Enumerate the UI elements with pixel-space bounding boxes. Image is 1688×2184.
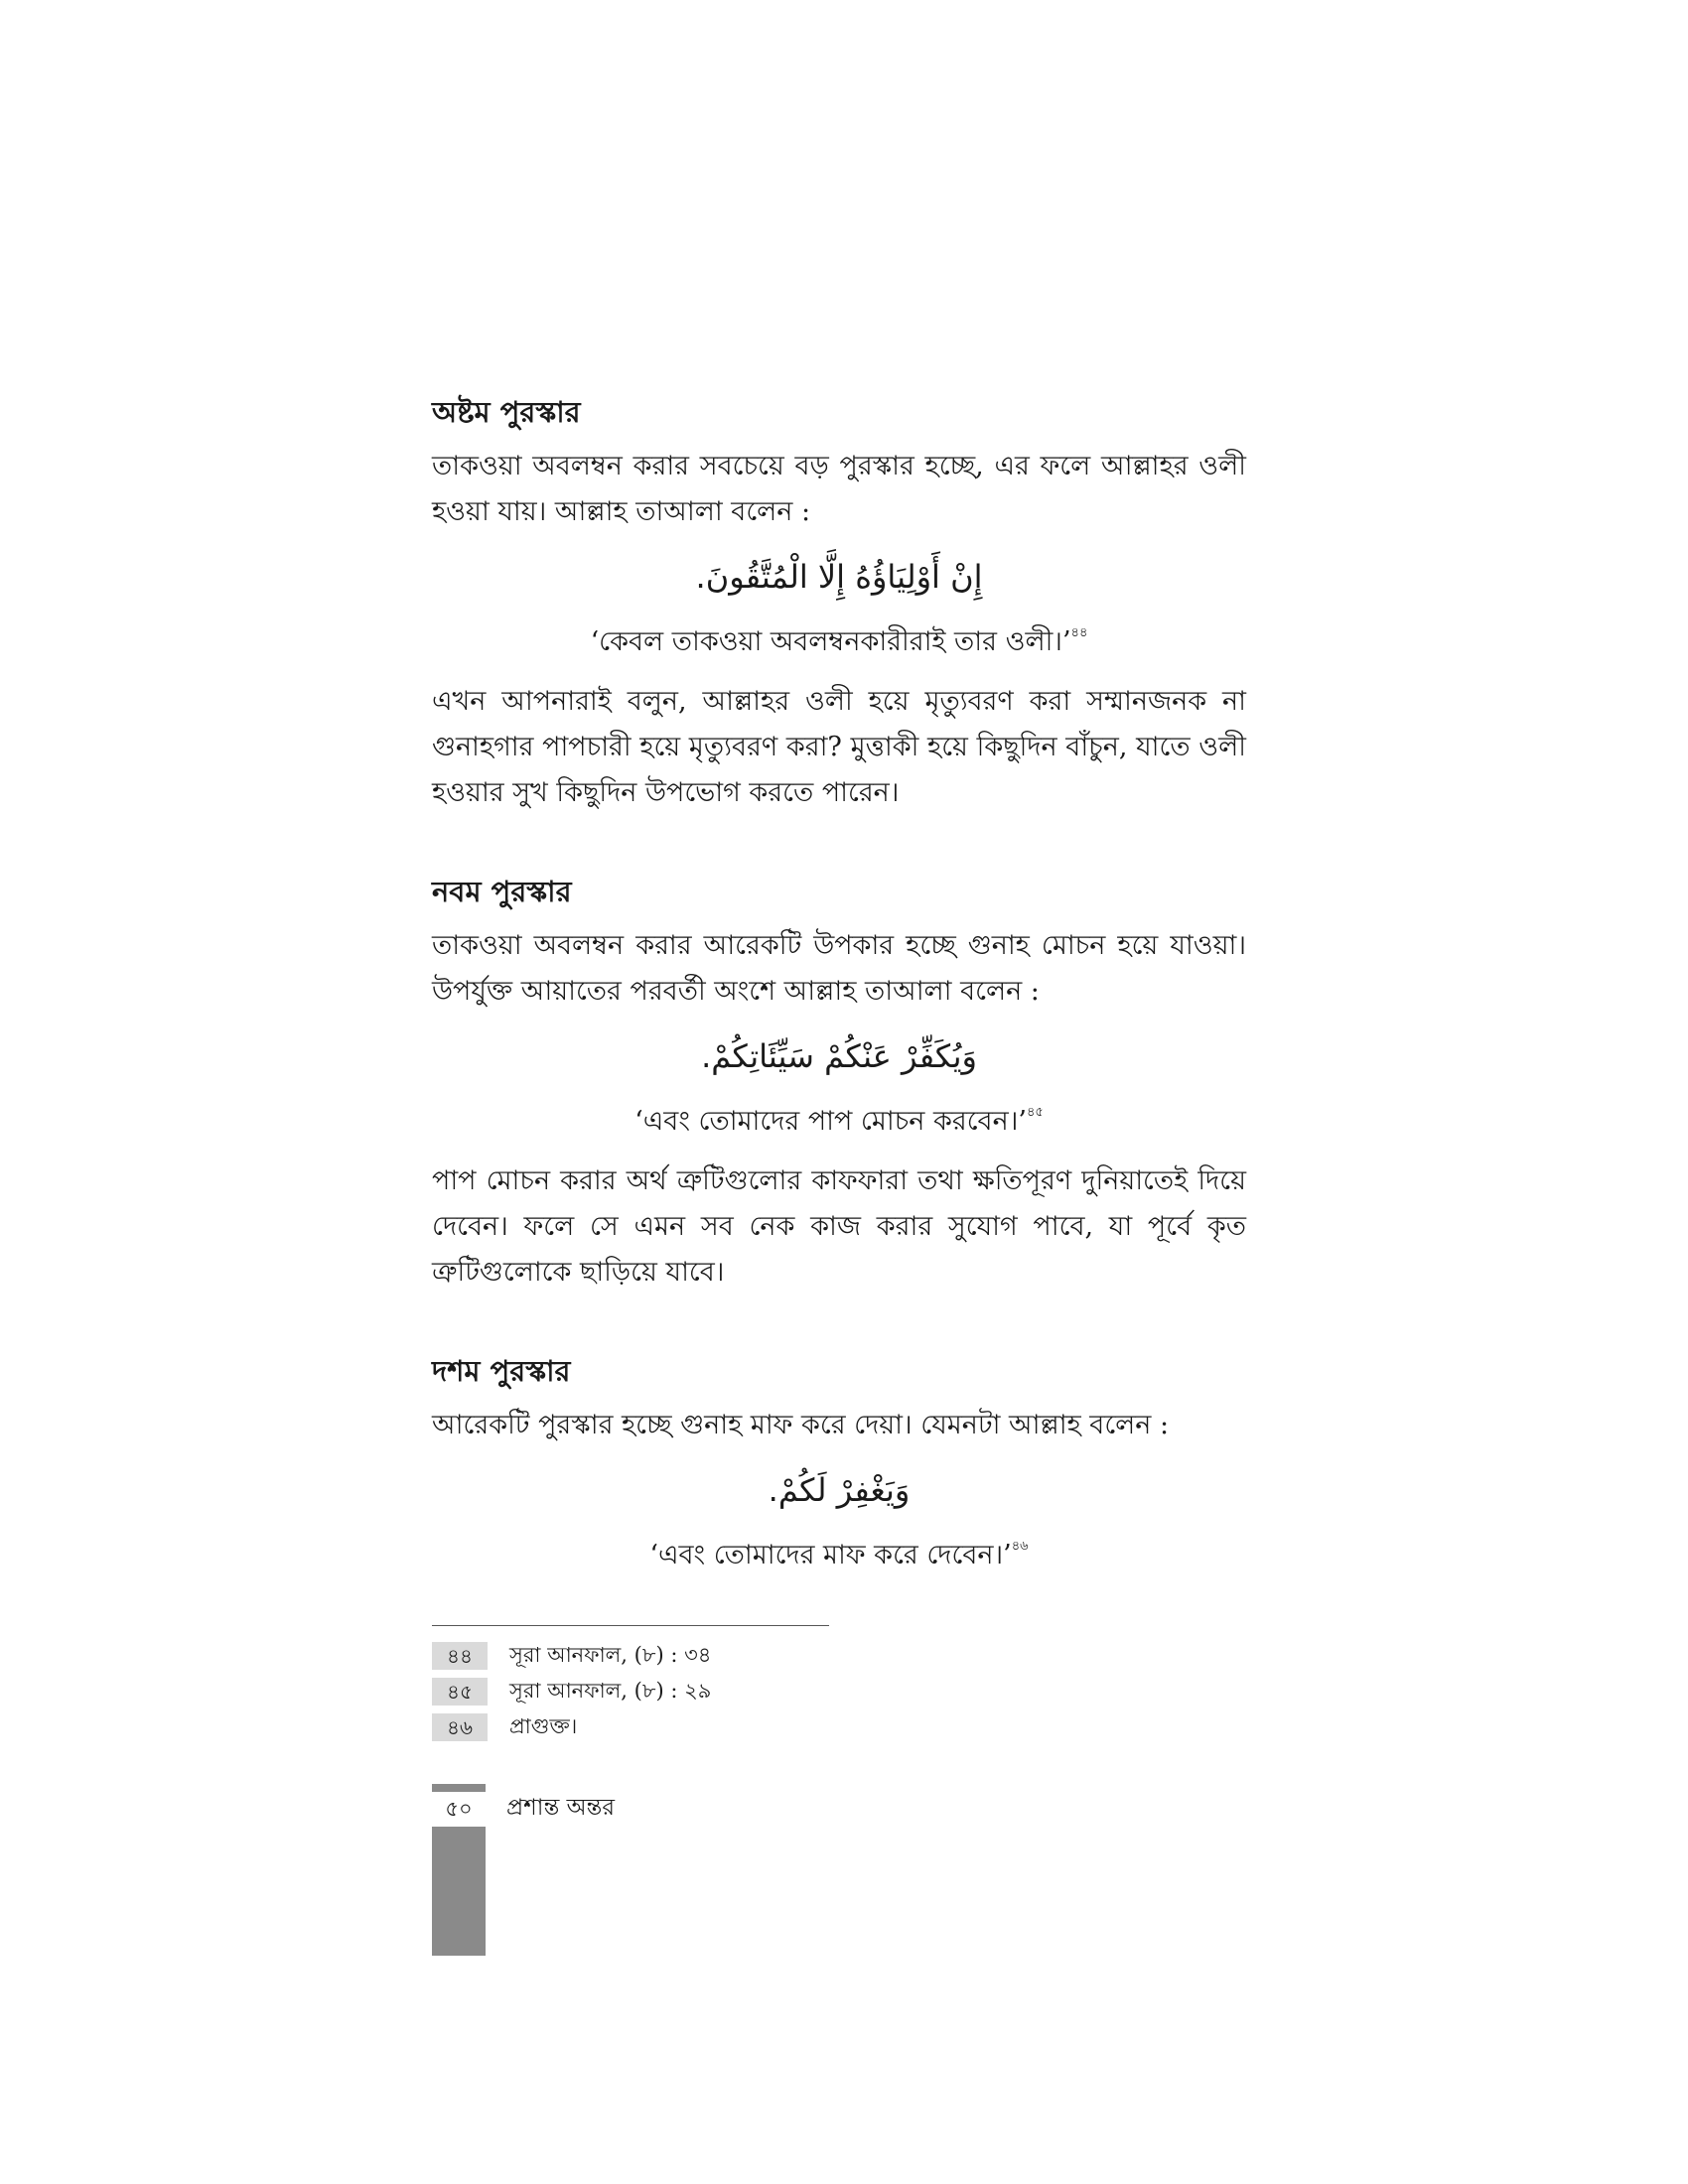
arabic-verse: وَيَغْفِرْ لَكُمْ.: [768, 1471, 911, 1509]
footnote-number: ৪৪: [432, 1642, 488, 1670]
section-closing: এখন আপনারাই বলুন, আল্লাহর ওলী হয়ে মৃত্যুবরণ করা সম্মানজনক না গুনাহগার পাপচারী হয়ে মৃত্যুবরণ করা? মুত্তাকী হয়ে কিছুদিন বাঁচুন, যাতে ওলী হওয়ার সুখ কিছুদিন উপভোগ করতে পারেন।: [432, 686, 1246, 808]
footnote-text: প্রাগুক্ত।: [509, 1713, 578, 1738]
page-number: ৫০: [445, 1797, 473, 1821]
section-heading: অষ্টম পুরস্কার: [432, 395, 581, 429]
section-closing: পাপ মোচন করার অর্থ ত্রুটিগুলোর কাফফারা তথা ক্ষতিপূরণ দুনিয়াতেই দিয়ে দেবেন। ফলে সে এমন সব নেক কাজ করার সুযোগ পাবে, যা পূর্বে কৃত ত্রুটিগুলোকে ছাড়িয়ে যাবে।: [432, 1165, 1246, 1288]
translation-text: ‘এবং তোমাদের মাফ করে দেবেন।’: [649, 1540, 1012, 1570]
section-eighth-reward: [432, 392, 1246, 816]
footnote-ref[interactable]: ৪৬: [1011, 1539, 1029, 1554]
section-heading: দশম পুরস্কার: [432, 1354, 571, 1388]
verse-translation: [432, 616, 1246, 663]
folio-marker-bar: [432, 1784, 486, 1792]
section-intro: আরেকটি পুরস্কার হচ্ছে গুনাহ মাফ করে দেয়া। যেমনটা আল্লাহ বলেন :: [432, 1410, 1170, 1440]
footnote-text: সূরা আনফাল, (৮) : ২৯: [509, 1678, 712, 1703]
verse-translation: [432, 1530, 1246, 1576]
footnote-ref[interactable]: ৪৫: [1026, 1105, 1044, 1120]
footnote-number: ৪৬: [432, 1713, 488, 1741]
section-intro: তাকওয়া অবলম্বন করার আরেকটি উপকার হচ্ছে গুনাহ মোচন হয়ে যাওয়া। উপর্যুক্ত আয়াতের পরবর্তী অংশে আল্লাহ তাআলা বলেন :: [432, 930, 1246, 1007]
section-ninth-reward: [432, 872, 1246, 1296]
page-body: [432, 392, 1246, 1592]
footnote-ref[interactable]: ৪৪: [1070, 625, 1088, 640]
verse-translation: [432, 1096, 1246, 1143]
running-title: প্রশান্ত অন্তর: [506, 1795, 616, 1821]
footnote-item: [432, 1709, 829, 1745]
section-tenth-reward: [432, 1351, 1246, 1576]
arabic-verse: إِنْ أَوْلِيَاؤُهُ إِلَّا الْمُتَّقُونَ.: [695, 558, 983, 596]
footnotes: [432, 1625, 829, 1745]
footnote-number: ৪৫: [432, 1678, 488, 1706]
footnote-divider: [432, 1625, 829, 1626]
footnote-item: [432, 1674, 829, 1709]
translation-text: ‘কেবল তাকওয়া অবলম্বনকারীরাই তার ওলী।’: [590, 626, 1071, 657]
section-heading: নবম পুরস্কার: [432, 875, 572, 908]
translation-text: ‘এবং তোমাদের পাপ মোচন করবেন।’: [634, 1106, 1027, 1137]
folio-marker-block: [432, 1827, 486, 1956]
footnote-item: [432, 1638, 829, 1674]
section-intro: তাকওয়া অবলম্বন করার সবচেয়ে বড় পুরস্কার হচ্ছে, এর ফলে আল্লাহর ওলী হওয়া যায়। আল্লাহ তাআলা বলেন :: [432, 451, 1246, 527]
arabic-verse: وَيُكَفِّرْ عَنْكُمْ سَيِّئَاتِكُمْ.: [701, 1037, 977, 1075]
footnote-text: সূরা আনফাল, (৮) : ৩৪: [509, 1642, 712, 1667]
